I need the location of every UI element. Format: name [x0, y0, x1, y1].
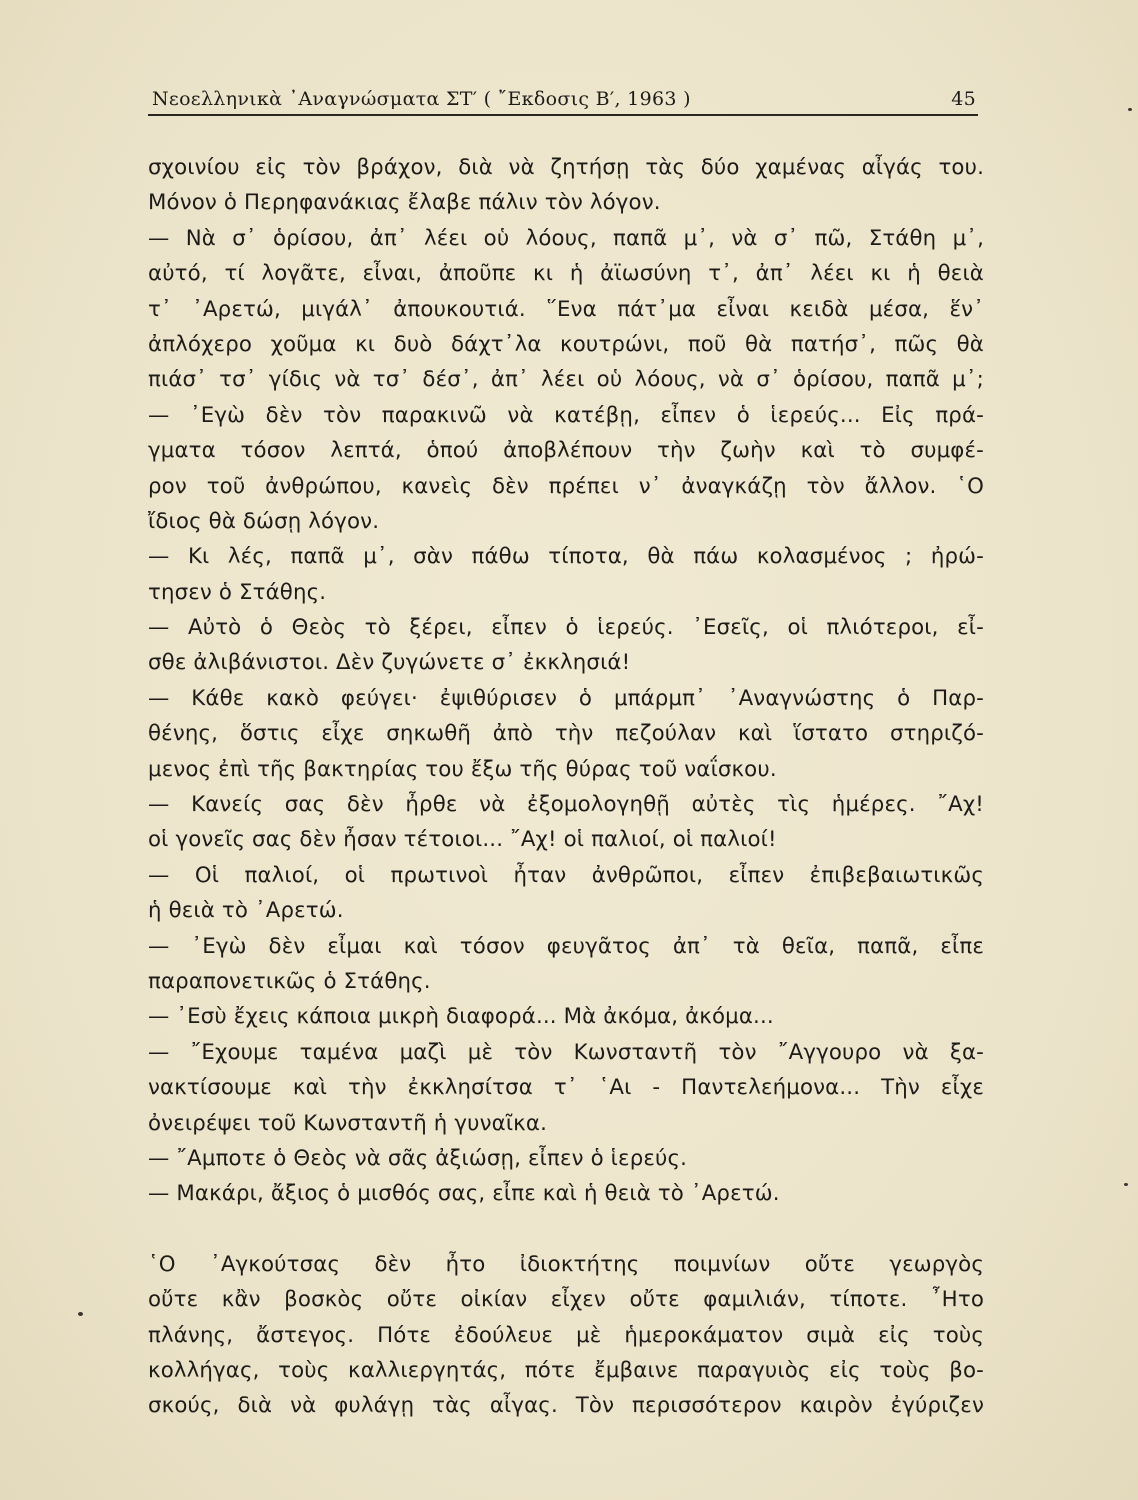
text-line: οὔτε κἂν βοσκὸς οὔτε οἰκίαν εἶχεν οὔτε φαμιλιάν, τίποτε. ῏Ητο: [148, 1287, 984, 1313]
ink-speck: [1124, 1183, 1128, 1186]
ink-speck: [78, 1312, 83, 1316]
text-line: — ᾿Εγὼ δὲν τὸν παρακινῶ νὰ κατέβῃ, εἶπεν ὁ ἱερεύς... Εἰς πρά-: [148, 402, 984, 428]
text-line: πλάνης, ἄστεγος. Πότε ἐδούλευε μὲ ἡμεροκάματον σιμὰ εἰς τοὺς: [148, 1322, 984, 1348]
text-line: — ῎Εχουμε ταμένα μαζὶ μὲ τὸν Κωνσταντῆ τὸν ῎Αγγουρο νὰ ξα-: [148, 1039, 984, 1065]
text-line: κολλήγας, τοὺς καλλιεργητάς, πότε ἔμβαινε παραγυιὸς εἰς τοὺς βο-: [148, 1357, 984, 1383]
text-line: — Κανείς σας δὲν ἦρθε νὰ ἐξομολογηθῇ αὐτὲς τὶς ἡμέρες. ῎Αχ!: [148, 792, 984, 818]
running-header: [148, 84, 978, 116]
header-title: Νεοελληνικὰ ᾿Αναγνώσματα ΣΤ′ ( ῎Εκδοσις Β′, 1963 ): [152, 88, 691, 110]
text-line: — Κάθε κακὸ φεύγει· ἐψιθύρισεν ὁ μπάρμπ᾿ ᾿Αναγνώστης ὁ Παρ-: [148, 685, 984, 711]
text-line: σθε ἀλιβάνιστοι. Δὲν ζυγώνετε σ᾿ ἐκκλησιά!: [148, 650, 631, 676]
text-line: — ῎Αμποτε ὁ Θεὸς νὰ σᾶς ἀξιώσῃ, εἶπεν ὁ ἱερεύς.: [148, 1145, 688, 1171]
text-line: οἱ γονεῖς σας δὲν ἦσαν τέτοιοι... ῎Αχ! οἱ παλιοί, οἱ παλιοί!: [148, 827, 777, 853]
text-line: παραπονετικῶς ὁ Στάθης.: [148, 968, 431, 994]
text-line: πιάσ᾿ τσ᾿ γίδις νὰ τσ᾿ δέσ᾿, ἀπ᾿ λέει οὑ λόους, νὰ σ᾿ ὁρίσου, παπᾶ μ᾿;: [148, 367, 984, 393]
text-line: γματα τόσον λεπτά, ὁπού ἀποβλέπουν τὴν ζωὴν καὶ τὸ συμφέ-: [148, 438, 984, 464]
text-line: — Αὐτὸ ὁ Θεὸς τὸ ξέρει, εἶπεν ὁ ἱερεύς. ᾿Εσεῖς, οἱ πλιότεροι, εἶ-: [148, 615, 984, 641]
text-line: — Μακάρι, ἄξιος ὁ μισθός σας, εἶπε καὶ ἡ θειὰ τὸ ᾿Αρετώ.: [148, 1181, 780, 1207]
text-line: νακτίσουμε καὶ τὴν ἐκκλησίτσα τ᾿ ῾Αι - Παντελεήμονα... Τὴν εἶχε: [148, 1075, 984, 1101]
text-line: τ᾿ ᾿Αρετώ, μιγάλ᾿ ἀπουκουτιά. ῞Ενα πάτ᾿μα εἶναι κειδὰ μέσα, ἕν᾿: [148, 296, 984, 322]
text-body: [148, 150, 984, 1424]
text-line: αὐτό, τί λογᾶτε, εἶναι, ἀποῦπε κι ἡ ἀϊωσύνη τ᾿, ἀπ᾿ λέει κι ἡ θειὰ: [148, 261, 984, 287]
text-line: — ᾿Εγὼ δὲν εἶμαι καὶ τόσον φευγᾶτος ἀπ᾿ τὰ θεῖα, παπᾶ, εἶπε: [148, 933, 984, 959]
text-line: ἴδιος θὰ δώσῃ λόγον.: [148, 508, 380, 534]
text-line: — Νὰ σ᾿ ὁρίσου, ἀπ᾿ λέει οὑ λόους, παπᾶ μ᾿, νὰ σ᾿ πῶ, Στάθη μ᾿,: [148, 225, 984, 251]
text-line: ἡ θειὰ τὸ ᾿Αρετώ.: [148, 898, 344, 924]
text-line: ὀνειρέψει τοῦ Κωνσταντῆ ἡ γυναῖκα.: [148, 1110, 547, 1136]
paragraph-gap: [148, 1212, 984, 1247]
text-line: — Κι λές, παπᾶ μ᾿, σὰν πάθω τίποτα, θὰ πάω κολασμένος ; ἠρώ-: [148, 544, 984, 570]
text-line: — ᾿Εσὺ ἔχεις κάποια μικρὴ διαφορά... Μὰ ἀκόμα, ἀκόμα...: [148, 1004, 774, 1030]
text-line: μενος ἐπὶ τῆς βακτηρίας του ἔξω τῆς θύρας τοῦ ναΐσκου.: [148, 756, 777, 782]
page-number: 45: [951, 88, 976, 110]
text-line: θένης, ὅστις εἶχε σηκωθῆ ἀπὸ τὴν πεζούλαν καὶ ἵστατο στηριζό-: [148, 721, 984, 747]
text-line: — Οἱ παλιοί, οἱ πρωτινοὶ ἦταν ἀνθρῶποι, εἶπεν ἐπιβεβαιωτικῶς: [148, 862, 984, 888]
text-line: σκούς, διὰ νὰ φυλάγῃ τὰς αἶγας. Τὸν περισσότερον καιρὸν ἐγύριζεν: [148, 1393, 984, 1419]
text-line: ἀπλόχερο χοῦμα κι δυὸ δάχτ᾿λα κουτρώνι, ποῦ θὰ πατήσ᾿, πῶς θὰ: [148, 331, 984, 357]
text-line: ῾Ο ᾿Αγκούτσας δὲν ἦτο ἰδιοκτήτης ποιμνίων οὔτε γεωργὸς: [148, 1251, 984, 1277]
text-line: ρον τοῦ ἀνθρώπου, κανεὶς δὲν πρέπει ν᾿ ἀναγκάζῃ τὸν ἄλλον. ῾Ο: [148, 473, 984, 499]
text-line: τησεν ὁ Στάθης.: [148, 579, 327, 605]
text-line: σχοινίου εἰς τὸν βράχον, διὰ νὰ ζητήσῃ τὰς δύο χαμένας αἶγάς του.: [148, 155, 984, 180]
text-line: Μόνον ὁ Περηφανάκιας ἔλαβε πάλιν τὸν λόγον.: [148, 190, 661, 216]
ink-speck: [1128, 108, 1132, 111]
